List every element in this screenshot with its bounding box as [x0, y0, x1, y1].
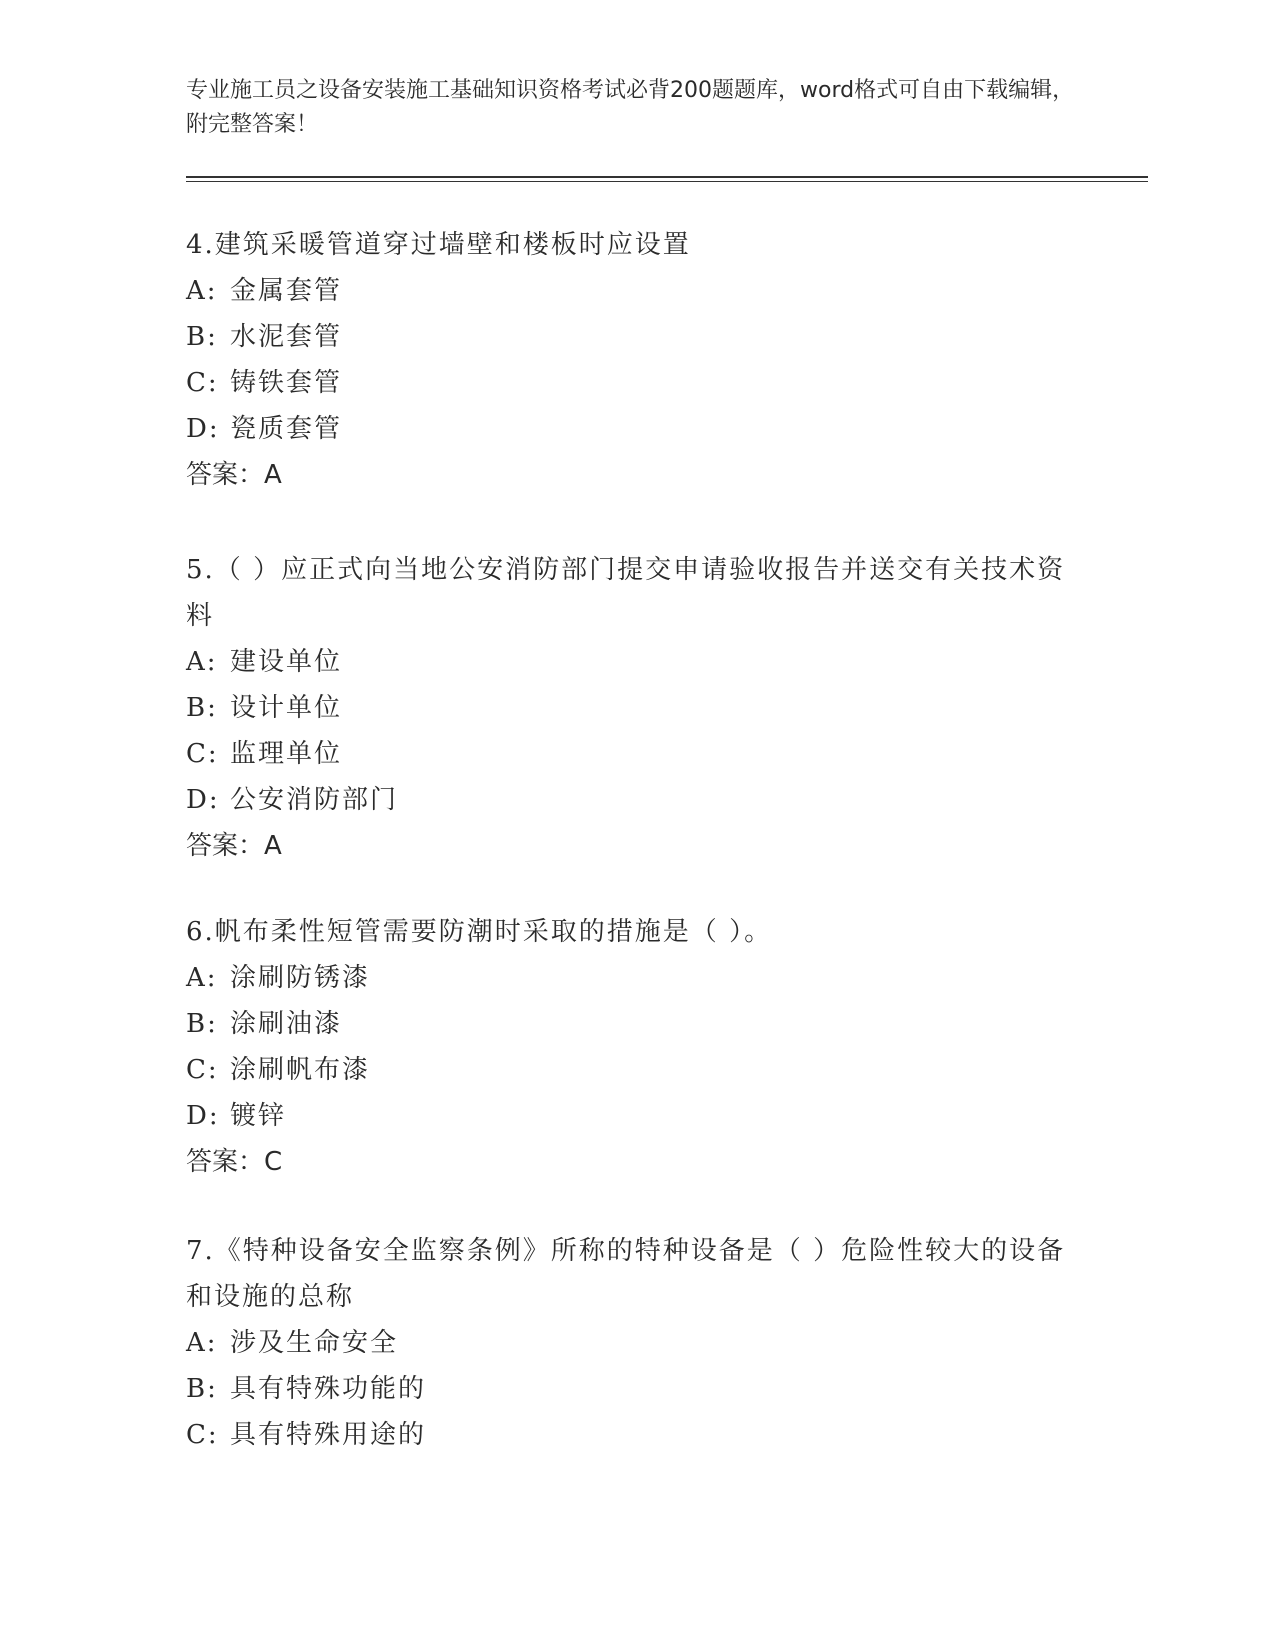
answer-line: 答案：A — [186, 831, 282, 861]
option-b — [186, 1366, 1086, 1412]
option-b — [186, 1001, 1086, 1047]
option-letter: B: — [186, 1009, 218, 1039]
question-6 — [186, 909, 1086, 1185]
option-text: 涂刷油漆 — [230, 1009, 343, 1039]
option-text: 具有特殊用途的 — [230, 1420, 427, 1450]
option-letter: C: — [186, 739, 219, 769]
question-7 — [186, 1228, 1086, 1458]
question-title: 7.《特种设备安全监察条例》所称的特种设备是（ ）危险性较大的设备和设施的总称 — [186, 1236, 1066, 1312]
option-text: 涂刷帆布漆 — [230, 1055, 371, 1085]
header-divider-thick — [186, 176, 1148, 178]
option-a — [186, 639, 1086, 685]
option-a — [186, 268, 1086, 314]
question-title: 6.帆布柔性短管需要防潮时采取的措施是（ ）。 — [186, 917, 773, 947]
option-c — [186, 1412, 1086, 1458]
option-c — [186, 1047, 1086, 1093]
option-letter: B: — [186, 1374, 218, 1404]
option-text: 建设单位 — [230, 647, 343, 677]
option-letter: C: — [186, 1055, 219, 1085]
option-a — [186, 955, 1086, 1001]
option-letter: D: — [186, 414, 220, 444]
option-text: 监理单位 — [230, 739, 343, 769]
option-letter: C: — [186, 368, 219, 398]
option-letter: A: — [186, 1328, 218, 1358]
option-text: 镀锌 — [230, 1101, 287, 1131]
header-divider-thin — [186, 181, 1148, 182]
option-text: 公安消防部门 — [230, 785, 399, 815]
question-title: 4.建筑采暖管道穿过墙壁和楼板时应设置 — [186, 230, 691, 260]
option-d — [186, 1093, 1086, 1139]
answer-line: 答案：A — [186, 460, 282, 490]
option-text: 设计单位 — [230, 693, 343, 723]
option-c — [186, 360, 1086, 406]
option-text: 金属套管 — [230, 276, 343, 306]
option-text: 涉及生命安全 — [230, 1328, 399, 1358]
option-letter: D: — [186, 1101, 220, 1131]
option-text: 瓷质套管 — [230, 414, 343, 444]
option-text: 水泥套管 — [230, 322, 343, 352]
answer-line: 答案：C — [186, 1147, 283, 1177]
option-letter: C: — [186, 1420, 219, 1450]
option-letter: A: — [186, 963, 218, 993]
option-letter: B: — [186, 322, 218, 352]
option-d — [186, 777, 1086, 823]
option-c — [186, 731, 1086, 777]
option-text: 铸铁套管 — [230, 368, 343, 398]
question-4 — [186, 222, 1086, 498]
option-letter: A: — [186, 647, 218, 677]
option-letter: A: — [186, 276, 218, 306]
option-d — [186, 406, 1086, 452]
question-title: 5.（ ）应正式向当地公安消防部门提交申请验收报告并送交有关技术资料 — [186, 555, 1066, 631]
option-b — [186, 685, 1086, 731]
option-text: 涂刷防锈漆 — [230, 963, 371, 993]
option-letter: B: — [186, 693, 218, 723]
document-header: 专业施工员之设备安装施工基础知识资格考试必背200题题库，word格式可自由下载编辑，附完整答案！ — [186, 78, 1075, 137]
option-text: 具有特殊功能的 — [230, 1374, 427, 1404]
option-b — [186, 314, 1086, 360]
option-a — [186, 1320, 1086, 1366]
option-letter: D: — [186, 785, 220, 815]
question-5 — [186, 547, 1086, 869]
